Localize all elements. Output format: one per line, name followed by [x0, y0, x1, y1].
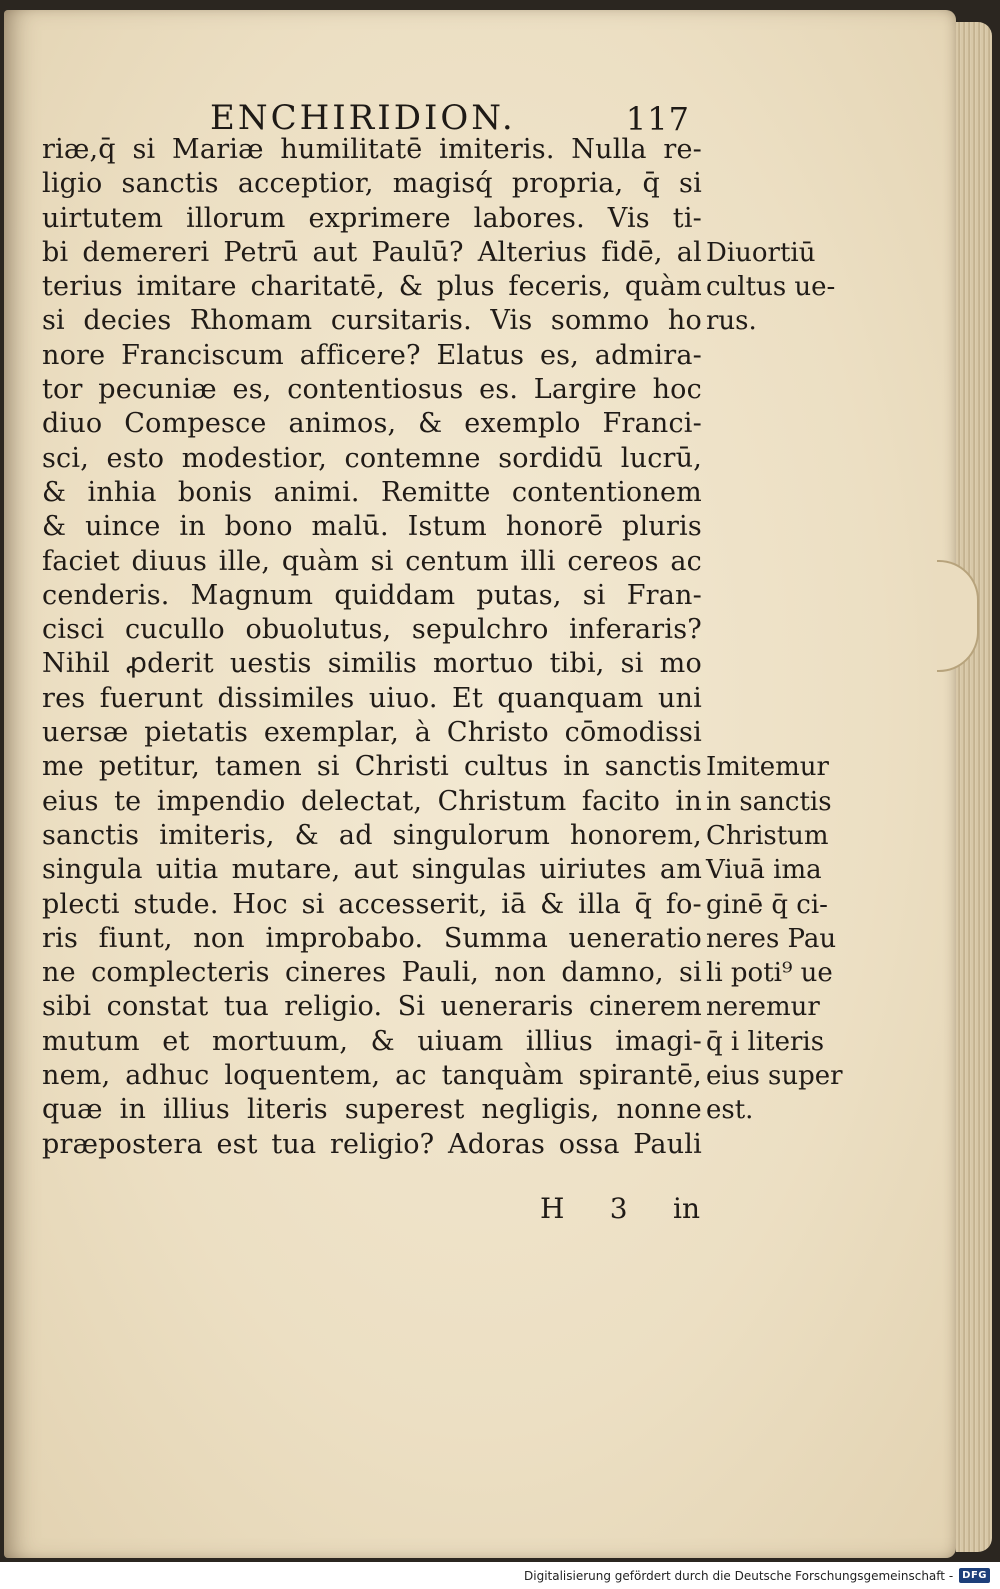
- word: charitatē,: [250, 271, 385, 303]
- word: labores.: [473, 202, 585, 234]
- text-line: [42, 716, 702, 750]
- word: cursitaris.: [330, 305, 472, 337]
- digitization-footer: [0, 1562, 1000, 1589]
- word: nore: [42, 339, 106, 371]
- running-header: [210, 88, 690, 138]
- word: putas,: [476, 579, 562, 611]
- word: non: [193, 922, 245, 954]
- word: Fran-: [626, 579, 702, 611]
- word: damno,: [561, 957, 664, 989]
- word: mortuo: [433, 648, 534, 680]
- word: est: [216, 1128, 258, 1160]
- word: modestior,: [181, 442, 328, 474]
- word: ueneratio: [568, 922, 702, 954]
- word: inhia: [87, 476, 157, 508]
- text-line: [42, 1093, 702, 1127]
- word: uiriutes: [539, 854, 647, 886]
- word: si: [316, 751, 340, 783]
- word: iā: [501, 888, 527, 920]
- word: humilitatē: [280, 134, 423, 165]
- signature-line: [540, 1188, 700, 1228]
- word: stude.: [133, 888, 219, 920]
- word: in: [119, 1094, 147, 1126]
- word: tanquàm: [441, 1060, 564, 1092]
- word: quàm: [281, 545, 360, 577]
- word: tamen: [214, 751, 302, 783]
- word: imiteris,: [159, 819, 275, 851]
- margin-note: [706, 236, 876, 339]
- word: sci,: [42, 442, 89, 474]
- word: Largire: [533, 374, 637, 406]
- text-line: [42, 133, 702, 167]
- word: Pauli: [633, 1128, 702, 1160]
- word: Alterius: [477, 236, 588, 268]
- margin-note-line: eius super: [706, 1061, 843, 1092]
- word: Paulū?: [371, 236, 464, 268]
- word: mortuum,: [211, 1025, 349, 1057]
- word: Remitte: [380, 476, 491, 508]
- word: Vis: [607, 202, 650, 234]
- word: diuus: [131, 545, 208, 577]
- word: Compesce: [124, 408, 267, 440]
- word: riæ,q̄: [42, 134, 116, 165]
- signature-mark: H: [540, 1191, 565, 1225]
- word: Et: [452, 682, 483, 714]
- word: si: [679, 957, 702, 989]
- word: me: [42, 751, 84, 783]
- text-line: [42, 922, 702, 956]
- word: sanctis: [604, 751, 702, 783]
- word: Adoras: [448, 1128, 546, 1160]
- word: exemplo: [464, 408, 581, 440]
- word: contentionem: [511, 476, 702, 508]
- word: cineres: [285, 957, 387, 989]
- word: impendio: [156, 785, 286, 817]
- word: Rhomam: [189, 305, 313, 337]
- word: sanctis: [42, 819, 140, 851]
- text-line: [42, 579, 702, 613]
- word: &: [42, 476, 67, 508]
- word: plecti: [42, 888, 120, 920]
- word: præpostera: [42, 1128, 203, 1160]
- margin-note-line: Christum: [706, 820, 829, 851]
- word: Elatus: [436, 339, 525, 371]
- word: Pauli,: [401, 957, 480, 989]
- word: bonis: [177, 476, 253, 508]
- word: dissimiles: [217, 682, 355, 714]
- text-line: [42, 785, 702, 819]
- word: inferaris?: [569, 614, 702, 646]
- word: terius: [42, 271, 123, 303]
- word: exprimere: [308, 202, 451, 234]
- word: singulorum: [392, 819, 550, 851]
- word: uiuo.: [368, 682, 438, 714]
- word: magisq́: [392, 168, 493, 200]
- word: illorum: [186, 202, 286, 234]
- text-line: [42, 270, 702, 304]
- word: ho: [667, 305, 702, 337]
- word: ne: [42, 957, 76, 989]
- text-line: [42, 236, 702, 270]
- word: Mariæ: [172, 134, 264, 165]
- text-line: [42, 1025, 702, 1059]
- word: constat: [106, 991, 209, 1023]
- word: Magnum: [190, 579, 314, 611]
- text-line: [42, 819, 702, 853]
- word: Summa: [443, 922, 549, 954]
- word: te: [114, 785, 142, 817]
- word: res: [42, 682, 86, 714]
- word: Franci-: [602, 408, 702, 440]
- word: &: [540, 888, 565, 920]
- word: afficere?: [299, 339, 421, 371]
- text-line: [42, 407, 702, 441]
- word: Si: [397, 991, 426, 1023]
- word: quanquam: [497, 682, 644, 714]
- word: tor: [42, 374, 83, 406]
- word: sibi: [42, 991, 92, 1023]
- text-line: [42, 339, 702, 373]
- word: animi.: [273, 476, 360, 508]
- word: imitare: [136, 271, 237, 303]
- word: acceptior,: [237, 168, 374, 200]
- word: superest: [344, 1094, 465, 1126]
- word: hoc: [652, 374, 702, 406]
- word: religio?: [329, 1128, 435, 1160]
- margin-note-line: neremur: [706, 992, 820, 1023]
- word: à: [414, 717, 432, 749]
- word: esto: [106, 442, 165, 474]
- word: bi: [42, 236, 69, 268]
- text-line: [42, 442, 702, 476]
- word: uersæ: [42, 717, 129, 749]
- margin-note-line: q̄ i literis: [706, 1026, 825, 1057]
- margin-note-line: li poti⁹ ue: [706, 958, 833, 989]
- margin-note-line: est.: [706, 1095, 754, 1126]
- word: cinerem: [588, 991, 702, 1023]
- word: Christi: [354, 751, 450, 783]
- word: cisci: [42, 614, 105, 646]
- word: ris: [42, 922, 78, 954]
- word: ac: [670, 545, 702, 577]
- word: lucrū,: [620, 442, 702, 474]
- word: Christum: [437, 785, 567, 817]
- running-title: ENCHIRIDION.: [210, 98, 516, 138]
- word: q̄: [634, 888, 653, 920]
- word: aut: [353, 854, 399, 886]
- word: sanctis: [121, 168, 219, 200]
- page-edges: [956, 22, 992, 1552]
- margin-note-line: cultus ue-: [706, 272, 836, 303]
- word: es.: [479, 374, 519, 406]
- word: malū.: [311, 511, 389, 543]
- text-line: [42, 1059, 702, 1093]
- word: faciet: [42, 545, 120, 577]
- word: exemplar,: [263, 717, 400, 749]
- word: mutum: [42, 1025, 140, 1057]
- text-line: [42, 750, 702, 784]
- word: aut: [312, 236, 358, 268]
- word: si: [679, 168, 702, 200]
- word: quæ: [42, 1094, 103, 1126]
- word: &: [294, 819, 319, 851]
- word: honorem,: [569, 819, 702, 851]
- margin-note-line: in sanctis: [706, 786, 832, 817]
- word: am: [659, 854, 702, 886]
- signature-number: 3: [609, 1191, 628, 1225]
- word: fo-: [665, 888, 702, 920]
- word: tibi,: [549, 648, 605, 680]
- word: eius: [42, 785, 99, 817]
- word: delectat,: [300, 785, 423, 817]
- word: ossa: [558, 1128, 620, 1160]
- word: negligis,: [481, 1094, 600, 1126]
- word: ligio: [42, 168, 103, 200]
- word: complecteris: [91, 957, 270, 989]
- word: in: [563, 751, 590, 783]
- word: cereos: [567, 545, 659, 577]
- word: non: [494, 957, 547, 989]
- word: nonne: [616, 1094, 702, 1126]
- word: animos,: [288, 408, 397, 440]
- word: si: [42, 305, 65, 337]
- word: &: [370, 1025, 395, 1057]
- word: sommo: [550, 305, 650, 337]
- word: spirantē,: [578, 1060, 702, 1092]
- word: cōmodissi: [564, 717, 702, 749]
- folio-number: 117: [625, 100, 690, 138]
- word: illius: [525, 1025, 593, 1057]
- catchword: in: [673, 1191, 700, 1225]
- word: diuo: [42, 408, 103, 440]
- text-line: [42, 476, 702, 510]
- word: uirtutem: [42, 202, 164, 234]
- text-line: [42, 990, 702, 1024]
- word: Petrū: [223, 236, 299, 268]
- word: &: [418, 408, 443, 440]
- word: uestis: [229, 648, 312, 680]
- word: facito: [581, 785, 661, 817]
- word: contentiosus: [287, 374, 464, 406]
- word: q̄: [642, 168, 660, 200]
- word: cultus: [463, 751, 549, 783]
- word: obuolutus,: [245, 614, 392, 646]
- word: adhuc: [125, 1060, 210, 1092]
- word: quàm: [624, 271, 702, 303]
- text-line: [42, 682, 702, 716]
- word: fidē,: [601, 236, 663, 268]
- text-line: [42, 545, 702, 579]
- word: si: [582, 579, 606, 611]
- text-line: [42, 853, 702, 887]
- word: Franciscum: [121, 339, 284, 371]
- word: fuerunt: [99, 682, 204, 714]
- word: Istum: [407, 511, 487, 543]
- word: cucullo: [124, 614, 225, 646]
- word: si: [370, 545, 394, 577]
- word: Nulla: [571, 134, 647, 165]
- word: loquentem,: [224, 1060, 381, 1092]
- text-line: [42, 167, 702, 201]
- word: illius: [163, 1094, 230, 1126]
- word: improbabo.: [265, 922, 424, 954]
- word: fiunt,: [98, 922, 173, 954]
- word: uni: [657, 682, 702, 714]
- word: et: [162, 1025, 190, 1057]
- word: ueneraris: [440, 991, 574, 1023]
- word: admira-: [594, 339, 702, 371]
- word: ꝓderit: [126, 648, 214, 680]
- margin-note-line: Imitemur: [706, 752, 829, 783]
- text-line: [42, 373, 702, 407]
- margin-note-line: Viuā ima: [706, 855, 822, 886]
- word: ac: [395, 1060, 427, 1092]
- word: literis: [246, 1094, 328, 1126]
- word: quiddam: [334, 579, 456, 611]
- word: demereri: [82, 236, 210, 268]
- word: pluris: [622, 511, 702, 543]
- margin-note-line: rus.: [706, 306, 757, 337]
- word: ti-: [672, 202, 702, 234]
- word: tua: [271, 1128, 317, 1160]
- dfg-logo: DFG: [959, 1568, 990, 1583]
- word: &: [398, 271, 423, 303]
- funding-credit: Digitalisierung gefördert durch die Deutsche Forschungsgemeinschaft -: [524, 1568, 954, 1583]
- word: re-: [663, 134, 702, 165]
- word: ad: [338, 819, 373, 851]
- word: mo: [659, 648, 702, 680]
- word: feceris,: [508, 271, 612, 303]
- word: propria,: [511, 168, 624, 200]
- word: si: [301, 888, 325, 920]
- word: es,: [232, 374, 272, 406]
- word: singula: [42, 854, 143, 886]
- word: contemne: [344, 442, 481, 474]
- word: uitia: [155, 854, 219, 886]
- word: Christo: [446, 717, 549, 749]
- main-text-block: [42, 133, 702, 1162]
- word: plus: [436, 271, 495, 303]
- word: uince: [85, 511, 161, 543]
- word: decies: [83, 305, 172, 337]
- word: nem,: [42, 1060, 111, 1092]
- word: singulas: [411, 854, 527, 886]
- word: similis: [327, 648, 417, 680]
- word: ille,: [218, 545, 271, 577]
- word: Nihil: [42, 648, 110, 680]
- word: in: [675, 785, 702, 817]
- word: honorē: [505, 511, 604, 543]
- margin-note-line: Diuortiū: [706, 237, 816, 268]
- word: sordidū: [498, 442, 604, 474]
- word: accesserit,: [338, 888, 488, 920]
- text-line: [42, 304, 702, 338]
- word: &: [42, 511, 67, 543]
- margin-note-line: ginē q̄ ci-: [706, 889, 828, 920]
- word: tua: [223, 991, 269, 1023]
- word: uiuam: [417, 1025, 504, 1057]
- word: mutare,: [231, 854, 341, 886]
- word: petitur,: [98, 751, 201, 783]
- text-line: [42, 613, 702, 647]
- word: si: [132, 134, 156, 165]
- text-line: [42, 202, 702, 236]
- text-line: [42, 956, 702, 990]
- word: pietatis: [144, 717, 249, 749]
- word: in: [179, 511, 206, 543]
- word: religio.: [284, 991, 383, 1023]
- word: imiteris.: [439, 134, 555, 165]
- text-line: [42, 510, 702, 544]
- word: imagi-: [615, 1025, 702, 1057]
- word: si: [620, 648, 644, 680]
- word: illi: [520, 545, 556, 577]
- word: Vis: [490, 305, 533, 337]
- word: pecuniæ: [98, 374, 217, 406]
- margin-note: [706, 750, 876, 1127]
- word: centum: [405, 545, 509, 577]
- word: al: [676, 236, 702, 268]
- word: bono: [224, 511, 293, 543]
- word: sepulchro: [411, 614, 549, 646]
- margin-note-line: neres Pau: [706, 923, 837, 954]
- text-line: [42, 1128, 702, 1162]
- text-line: [42, 647, 702, 681]
- word: illa: [578, 888, 621, 920]
- word: cenderis.: [42, 579, 170, 611]
- word: es,: [540, 339, 580, 371]
- text-line: [42, 888, 702, 922]
- word: Hoc: [232, 888, 288, 920]
